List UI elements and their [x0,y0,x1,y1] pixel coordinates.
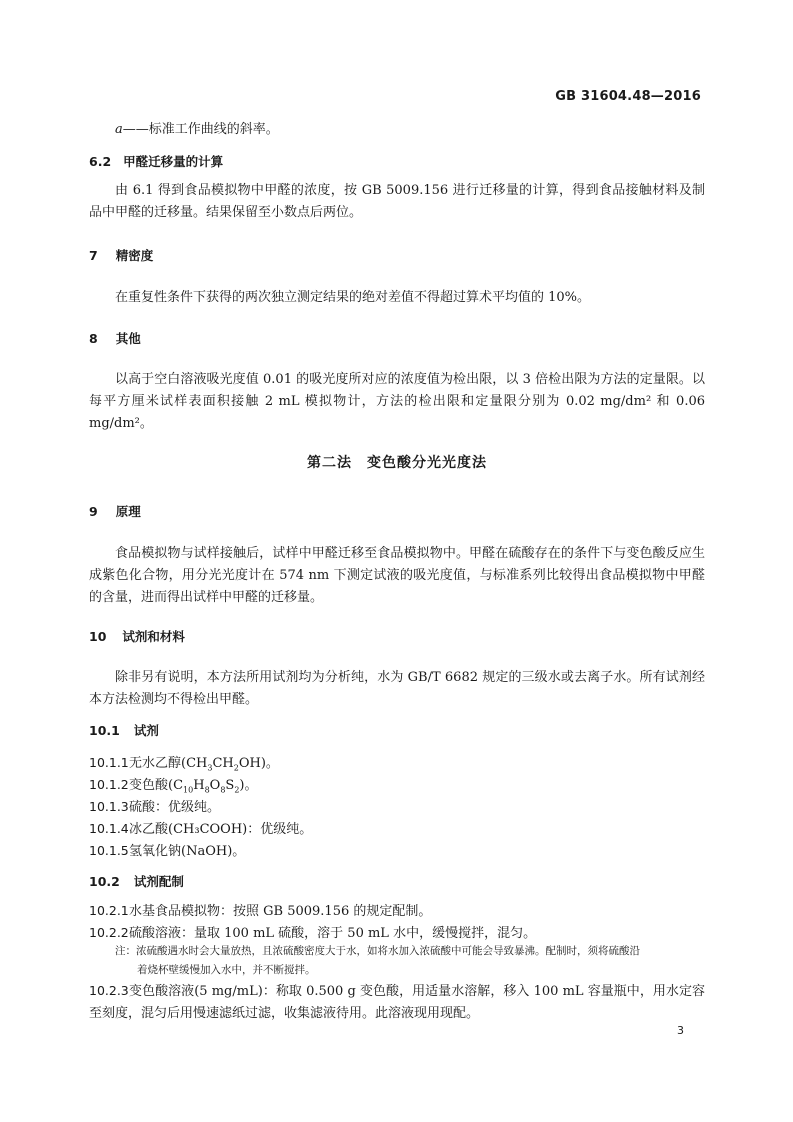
section-8-heading [89,328,705,350]
section-9-heading [89,501,705,523]
preparation-item [89,980,705,1025]
item-text: 硫酸：优级纯。 [129,800,221,815]
page-number: 3 [677,1024,684,1037]
section-6-2-heading [89,151,705,173]
safety-note [89,942,731,980]
section-10-heading [89,626,705,648]
section-title: 原理 [115,504,141,519]
item-number: 10.2.3 [89,983,129,998]
section-8-paragraph: 以高于空白溶液吸光度值 0.01 的吸光度所对应的浓度值为检出限，以 3 倍检出限为方法的定量限。以每平方厘米试样表面积接触 2 mL 模拟物计，方法的检出限和定量限分别为 0.02 mg/dm² 和 0.06 mg/dm²。 [89,372,705,431]
item-text: 无水乙醇(CH [129,756,208,771]
item-text: 硫酸溶液：量取 100 mL 硫酸，溶于 50 mL 水中，缓慢搅拌，混匀。 [129,926,537,941]
item-number: 10.2.1 [89,903,129,918]
section-7-paragraph: 在重复性条件下获得的两次独立测定结果的绝对差值不得超过算术平均值的 10%。 [115,290,591,305]
subscript: 2 [233,763,239,773]
subscript: 10 [183,785,194,795]
variable-description: ——标准工作曲线的斜率。 [122,122,279,137]
item-number: 10.1.1 [89,755,129,770]
item-text: O [209,778,221,793]
item-number: 10.2.2 [89,925,129,940]
method-two-title: 第二法 变色酸分光光度法 [307,455,487,471]
variable-symbol: a [115,122,123,137]
item-text: 氢氧化钠(NaOH)。 [129,844,246,859]
item-text: OH)。 [238,756,279,771]
item-number: 10.1.5 [89,843,129,858]
note-line: 注：浓硫酸遇水时会大量放热，且浓硫酸密度大于水，如将水加入浓硫酸中可能会导致暴沸。配制时，须将硫酸沿 [115,945,640,957]
section-title: 试剂 [133,723,159,738]
item-number: 10.1.4 [89,821,129,836]
subscript: 2 [234,785,240,795]
section-9-paragraph: 食品模拟物与试样接触后，试样中甲醛迁移至食品模拟物中。甲醛在硫酸存在的条件下与变色酸反应生成紫色化合物，用分光光度计在 574 nm 下测定试液的吸光度值，与标准系列比较得出食品模拟物中甲醛的含量，进而得出试样中甲醛的迁移量。 [89,546,705,605]
section-6-2-paragraph: 由 6.1 得到食品模拟物中甲醛的浓度，按 GB 5009.156 进行迁移量的计算，得到食品接触材料及制品中甲醛的迁移量。结果保留至小数点后两位。 [89,183,705,220]
item-text: 冰乙酸(CH₃COOH)：优级纯。 [129,822,313,837]
item-number: 10.1.3 [89,799,129,814]
section-10-1-heading [89,720,705,742]
section-number: 8 [89,331,98,346]
section-number: 7 [89,248,98,263]
item-text: CH [212,756,234,771]
note-line: 着烧杯壁缓慢加入水中，并不断搅拌。 [137,964,316,976]
section-number: 9 [89,504,98,519]
item-text: 水基食品模拟物：按照 GB 5009.156 的规定配制。 [129,904,432,919]
section-10-2-heading [89,871,705,893]
section-10-paragraph: 除非另有说明，本方法所用试剂均为分析纯，水为 GB/T 6682 规定的三级水或去离子水。所有试剂经本方法检测均不得检出甲醛。 [89,670,705,707]
item-text: 变色酸溶液(5 mg/mL)：称取 0.500 g 变色酸，用适量水溶解，移入 100 mL 容量瓶中，用水定容至刻度，混匀后用慢速滤纸过滤，收集滤液待用。此溶液现用现配。 [89,984,705,1021]
preparation-item [89,900,705,923]
section-title: 试剂和材料 [122,629,185,644]
item-number: 10.1.2 [89,777,129,792]
item-text: )。 [239,778,258,793]
reagent-item [89,796,705,819]
document-id: GB 31604.48—2016 [555,89,701,104]
item-text: 变色酸(C [129,778,184,793]
item-text: S [225,778,235,793]
subscript: 8 [204,785,210,795]
section-title: 试剂配制 [133,874,184,889]
section-7-heading [89,245,705,267]
section-number: 6.2 [89,154,112,169]
section-title: 精密度 [115,248,154,263]
reagent-item [89,840,705,863]
subscript: 3 [207,763,213,773]
item-text: H [193,778,205,793]
variable-definition [89,119,705,141]
section-title: 甲醛迁移量的计算 [123,154,224,169]
section-number: 10.1 [89,723,120,738]
section-number: 10.2 [89,874,120,889]
reagent-item [89,818,705,841]
section-number: 10 [89,629,107,644]
section-title: 其他 [115,331,141,346]
subscript: 8 [220,785,226,795]
